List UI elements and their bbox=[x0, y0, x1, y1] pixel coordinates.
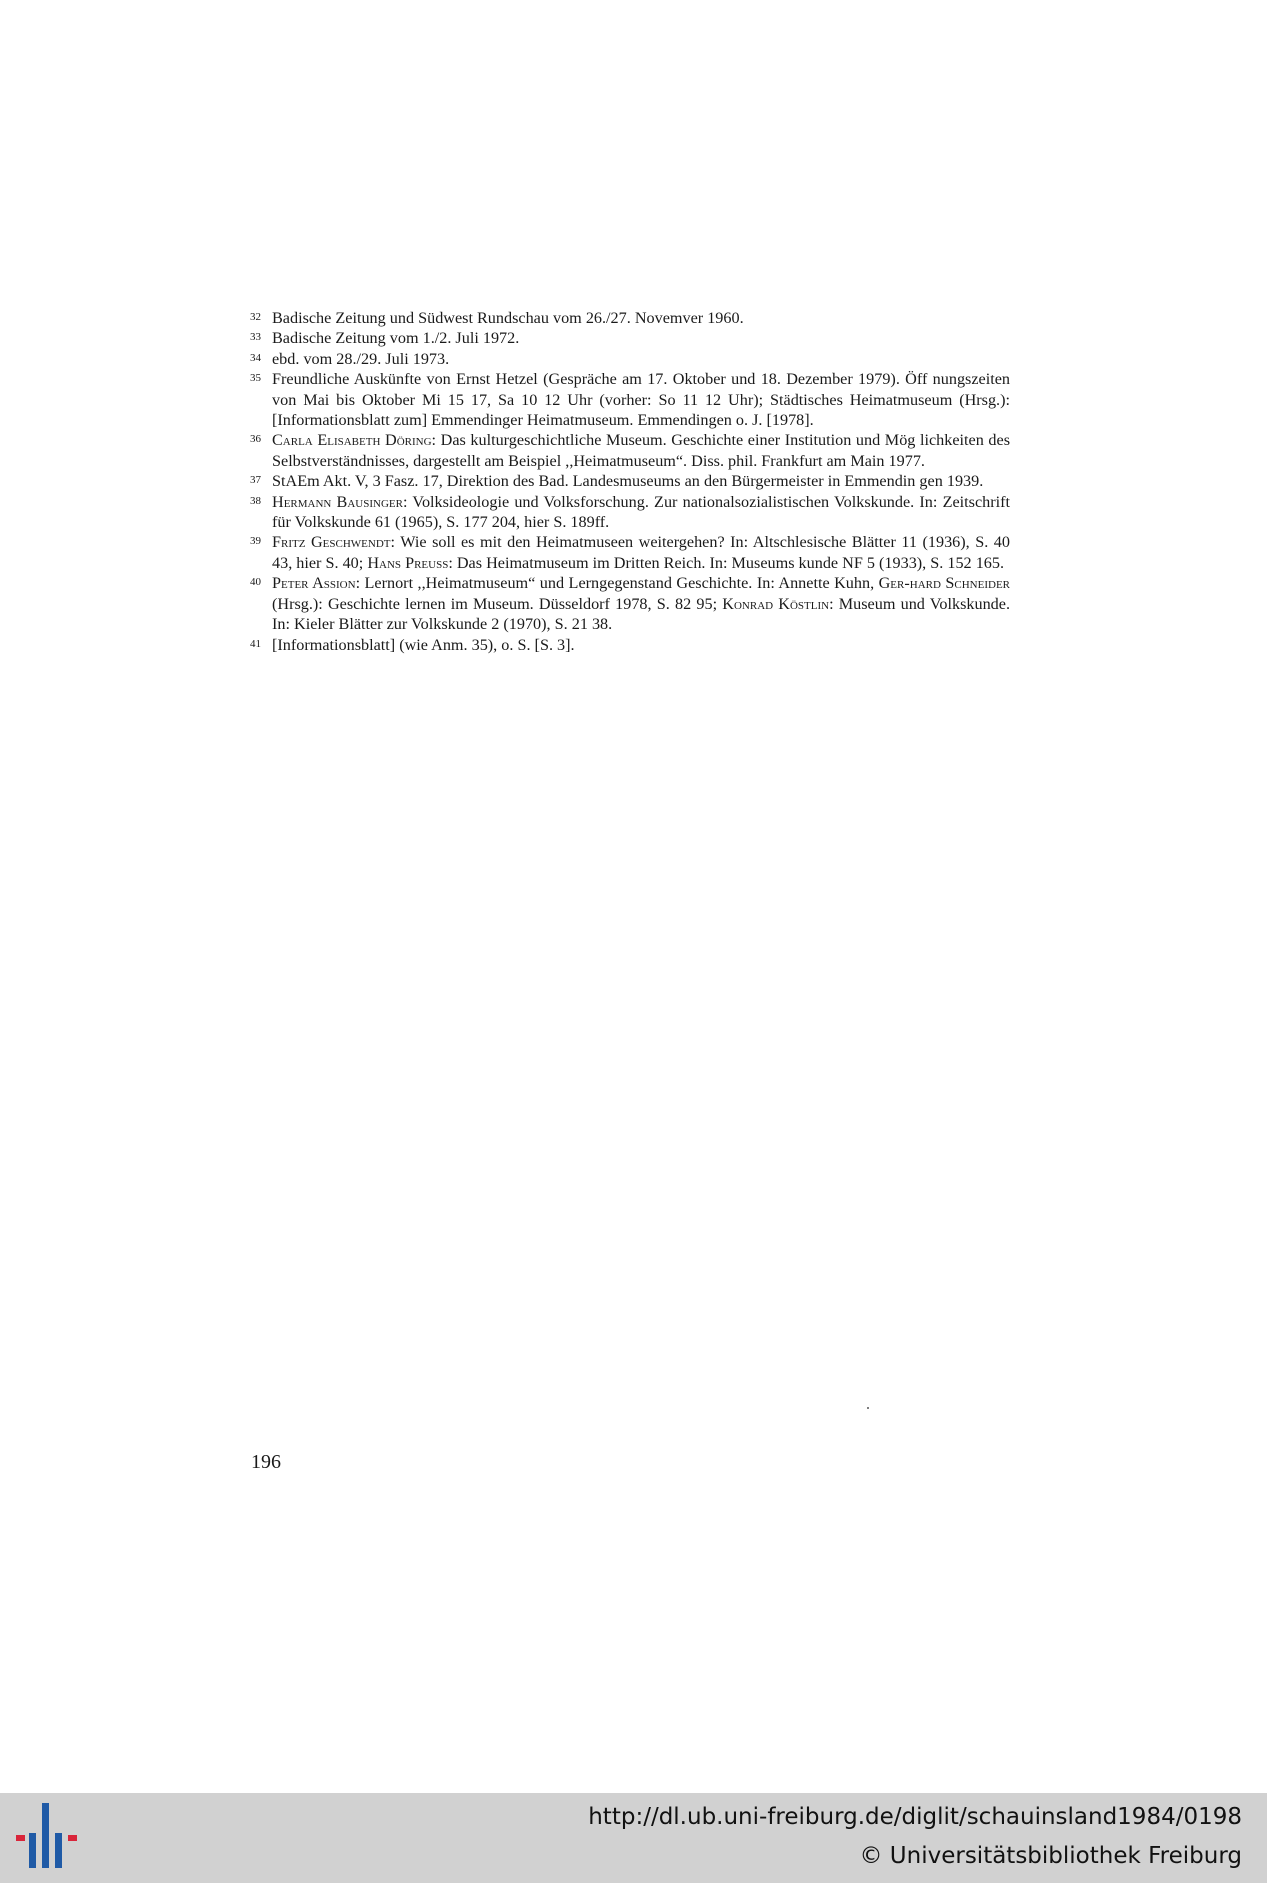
footnote bbox=[250, 430, 1010, 471]
footer-copyright: © Universitätsbibliothek Freiburg bbox=[859, 1843, 1242, 1869]
scan-speck bbox=[867, 1407, 869, 1409]
footnote-number: 37 bbox=[250, 474, 261, 487]
footer-url-link[interactable]: http://dl.ub.uni-freiburg.de/diglit/schauinsland1984/0198 bbox=[588, 1804, 1242, 1830]
footnote-author: Hans Preuss bbox=[367, 553, 449, 572]
footnote bbox=[250, 573, 1010, 634]
footnote-text: [Informationsblatt] (wie Anm. 35), o. S. [S. 3]. bbox=[272, 635, 575, 654]
footnote-author: Ger-hard Schneider bbox=[878, 574, 1010, 593]
footnote-number: 35 bbox=[250, 372, 261, 385]
logo-blue-bar-2 bbox=[42, 1803, 49, 1868]
footnote bbox=[250, 492, 1010, 533]
footnote-author: Fritz Geschwendt bbox=[272, 533, 391, 552]
footnote-text: : Das kulturgeschichtliche Museum. Geschichte einer Institution und Mög lichkeiten des Selbstverständnisses, dargestellt am Beispiel ,,Heimatmuseum“. Diss. phil. Frankfurt am Main 1977. bbox=[272, 431, 1010, 470]
footnote-text: Badische Zeitung vom 1./2. Juli 1972. bbox=[272, 329, 520, 348]
footnote-text: ebd. vom 28./29. Juli 1973. bbox=[272, 349, 450, 368]
footnote bbox=[250, 328, 1010, 348]
footnote bbox=[250, 349, 1010, 369]
footnote-text: Badische Zeitung und Südwest Rundschau vom 26./27. Novemver 1960. bbox=[272, 309, 744, 327]
logo-blue-bar-3 bbox=[55, 1833, 62, 1868]
footnote-number: 41 bbox=[250, 637, 261, 650]
footnote bbox=[250, 532, 1010, 573]
footnotes-list bbox=[250, 308, 1010, 655]
footnote-text: : Das Heimatmuseum im Dritten Reich. In: Museums kunde NF 5 (1933), S. 152 165. bbox=[448, 553, 1005, 572]
footer-bar bbox=[0, 1793, 1267, 1883]
logo-graphic bbox=[16, 1803, 80, 1871]
logo-blue-bar-1 bbox=[29, 1833, 36, 1868]
footnote-text: : Volksideologie und Volksforschung. Zur nationalsozialistischen Volkskunde. In: Zeitschrift für Volkskunde 61 (1965), S. 177 204, hier S. 189ff. bbox=[272, 492, 1010, 532]
footnote-text: : Wie soll es mit den Heimatmuseen weitergehen? In: Altschlesische Blätter 11 (1936), S. 40 43, hier S. 40; bbox=[272, 533, 1010, 572]
footnote-number: 34 bbox=[250, 351, 261, 364]
page-number: 196 bbox=[251, 1451, 281, 1473]
footnote-number: 40 bbox=[250, 576, 261, 589]
footnote-text: : Museum und Volkskunde. In: Kieler Blätter zur Volkskunde 2 (1970), S. 21 38. bbox=[272, 594, 1010, 634]
footnote-text: StAEm Akt. V, 3 Fasz. 17, Direktion des Bad. Landesmuseums an den Bürgermeister in Emmendin gen 1939. bbox=[272, 472, 984, 491]
footnote-number: 33 bbox=[250, 331, 261, 344]
footnote-author: Konrad Köstlin bbox=[722, 594, 830, 613]
footnote bbox=[250, 369, 1010, 430]
logo-red-right-bar bbox=[68, 1835, 77, 1841]
footnote-number: 39 bbox=[250, 535, 261, 548]
footnote-text: (Hrsg.): Geschichte lernen im Museum. Düsseldorf 1978, S. 82 95; bbox=[272, 594, 723, 613]
footnote-text: : Lernort ,,Heimatmuseum“ und Lerngegenstand Geschichte. In: Annette Kuhn, bbox=[355, 574, 879, 593]
ub-freiburg-logo-icon bbox=[16, 1803, 80, 1871]
footnote bbox=[250, 308, 1010, 328]
logo-red-left-bar bbox=[16, 1835, 25, 1841]
footnote-author: Carla Elisabeth Döring bbox=[272, 431, 432, 450]
footnote bbox=[250, 635, 1010, 655]
footnote-author: Peter Assion bbox=[272, 574, 356, 593]
footnote bbox=[250, 471, 1010, 491]
footnote-number: 32 bbox=[250, 311, 261, 323]
footnote-number: 36 bbox=[250, 433, 261, 446]
footnote-number: 38 bbox=[250, 494, 261, 507]
footnote-author: Hermann Bausinger bbox=[272, 492, 403, 511]
footnote-text: Freundliche Auskünfte von Ernst Hetzel (Gespräche am 17. Oktober und 18. Dezember 1979). Öff nungszeiten von Mai bis Oktober Mi 15 17, Sa 10 12 Uhr (vorher: So 11 12 Uhr); Städtisches Heimatmuseum (Hrsg.): [Informationsblatt zum] Emmendinger Heimatmuseum. Emmendingen o. J. [1978]. bbox=[272, 370, 1010, 430]
